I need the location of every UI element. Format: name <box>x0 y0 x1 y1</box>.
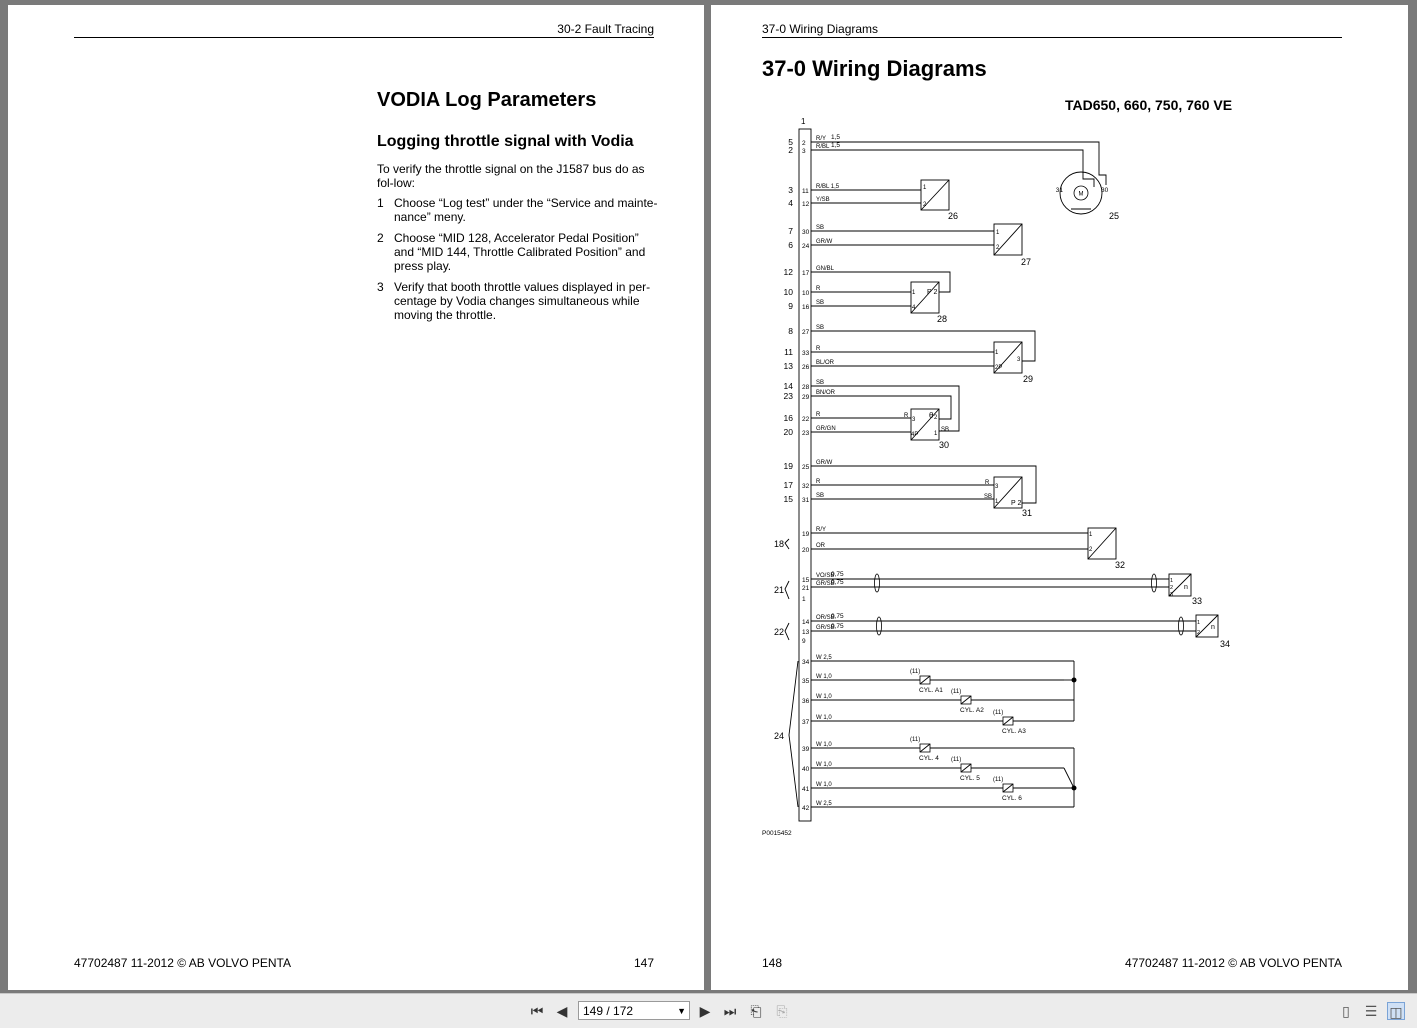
external-pin: 8 <box>788 326 793 336</box>
connector-pin: 21 <box>802 585 810 592</box>
external-pin: 7 <box>788 226 793 236</box>
connector-pin: 41 <box>802 786 810 793</box>
connector-pin: 11 <box>802 188 809 195</box>
component-number: 30 <box>939 440 950 450</box>
external-pin: 15 <box>783 494 793 504</box>
external-pin: 4 <box>788 198 793 208</box>
injector-label: CYL. 6 <box>1002 795 1022 802</box>
left-page <box>8 5 704 990</box>
wire-color: SB <box>816 380 825 386</box>
wire-color: BN/OR <box>816 390 836 396</box>
wire-color: GR/W <box>816 460 833 466</box>
component-symbol: P 2 <box>927 289 938 296</box>
connector-pin: 19 <box>802 531 810 538</box>
injector-label: CYL. 5 <box>960 775 980 782</box>
page-title: 37-0 Wiring Diagrams <box>762 56 987 81</box>
wire-color: W 1,0 <box>816 715 832 721</box>
component-symbol: P 2 <box>1011 500 1022 507</box>
component-pin: 1 <box>995 499 999 505</box>
wire <box>811 142 1099 168</box>
connector-pin: 37 <box>802 719 810 726</box>
right-page <box>711 5 1408 990</box>
external-pin: 12 <box>783 267 793 277</box>
prev-page-icon[interactable]: ◀ <box>556 1003 568 1019</box>
wire-color: R/Y <box>816 136 827 142</box>
wire-size: 0,75 <box>831 579 844 586</box>
injector-tag: (11) <box>993 710 1004 716</box>
connector-pin: 33 <box>802 350 810 357</box>
connector-pin: 42 <box>802 805 810 812</box>
connector-pin: 29 <box>802 394 810 401</box>
connector-pin: 3 <box>802 148 806 155</box>
step-number: 1 <box>377 196 384 210</box>
wire-color: Y/SB <box>816 197 830 203</box>
step-item <box>377 231 661 273</box>
running-header: 37-0 Wiring Diagrams <box>762 22 879 36</box>
external-pin: 5 <box>788 137 793 147</box>
component-pin: 3 <box>1170 592 1174 598</box>
wire-size: 0,75 <box>831 613 844 620</box>
wire-color: R <box>816 286 821 292</box>
engine-models: TAD650, 660, 750, 760 VE <box>1065 97 1233 113</box>
connector-pin: 24 <box>802 243 810 250</box>
wire-color: R/BL <box>816 144 830 150</box>
wire-size: 0,75 <box>831 623 844 630</box>
component-pin: 1 <box>996 230 1000 236</box>
chevron-down-icon: ▼ <box>677 1006 686 1016</box>
wire-color: W 1,0 <box>816 742 832 748</box>
external-pin: 20 <box>783 427 793 437</box>
wire <box>811 150 1083 168</box>
injector-tag: (11) <box>951 757 962 763</box>
wire-color: W 1,0 <box>816 762 832 768</box>
header-rule <box>762 37 1342 38</box>
group-brace <box>785 539 789 549</box>
injector-tag: (11) <box>910 669 921 675</box>
connector-pin: 2 <box>802 140 806 147</box>
back-view-icon[interactable]: ⎗ <box>750 1003 762 1019</box>
component-pin: 2 <box>1089 547 1093 553</box>
connector-pin: 35 <box>802 678 810 685</box>
connector-pin: 39 <box>802 746 810 753</box>
component-pin: 1 <box>912 290 916 296</box>
section-title: VODIA Log Parameters <box>377 89 597 111</box>
connector-pin: 15 <box>802 577 810 584</box>
page-select[interactable] <box>578 1001 690 1020</box>
step-text: Choose “Log test” under the “Service and mainte-nance” meny. <box>394 196 658 224</box>
step-number: 3 <box>377 280 384 294</box>
single-page-icon[interactable]: ▯ <box>1342 1003 1350 1019</box>
external-pin: 13 <box>783 361 793 371</box>
connector-pin: 25 <box>802 464 810 471</box>
wire-color: SB <box>816 225 825 231</box>
connector-pin: 31 <box>802 497 810 504</box>
component-pin: 2 <box>996 245 1000 251</box>
page-number: 148 <box>762 956 783 970</box>
wire-color: VO/SB <box>816 573 835 579</box>
component-pin: 31 <box>1055 187 1063 194</box>
component-pin: 1 <box>923 185 927 191</box>
component-number: 32 <box>1115 560 1126 570</box>
wire-size: 1,5 <box>831 142 841 149</box>
connector-pin: 1 <box>802 596 806 603</box>
external-pin: 10 <box>783 287 793 297</box>
connector-pin: 16 <box>802 304 810 311</box>
external-pin: 16 <box>783 413 793 423</box>
wire-color: OR <box>816 543 825 549</box>
component-pin: 1 <box>934 431 938 437</box>
connector-pin: 13 <box>802 629 810 636</box>
continuous-icon[interactable]: ☰ <box>1364 1003 1378 1019</box>
component-pin: 1 <box>995 350 999 356</box>
injector-label: CYL. A1 <box>919 687 943 694</box>
wire-color: R/Y <box>816 527 827 533</box>
intro-paragraph: To verify the throttle signal on the J1587 bus do as fol-low: <box>377 162 645 190</box>
connector-pin: 23 <box>802 430 810 437</box>
connector-pin: 32 <box>802 483 810 490</box>
component-pin: 1 <box>1089 532 1093 538</box>
component-pin: 2 <box>923 202 927 208</box>
wire-color: GR/SB <box>816 625 835 631</box>
wire-label: SB <box>984 494 993 500</box>
external-pin: 23 <box>783 391 793 401</box>
motor-letter: M <box>1078 191 1084 198</box>
first-page-icon[interactable]: ⏮ <box>530 1003 544 1019</box>
wire-label: R <box>985 480 990 486</box>
component-number: 31 <box>1022 508 1033 518</box>
component-pin: 2 <box>1170 585 1174 591</box>
wire-color: OR/SB <box>816 615 835 621</box>
page-number: 147 <box>633 956 654 970</box>
wire <box>1064 768 1074 788</box>
wire-color: W 2,5 <box>816 801 832 807</box>
component-symbol: n <box>1184 584 1188 591</box>
wire-color: SB <box>816 300 825 306</box>
component-number: 29 <box>1023 374 1034 384</box>
external-pin: 6 <box>788 240 793 250</box>
wire-color: W 2,5 <box>816 655 832 661</box>
forward-view-icon[interactable]: ⎘ <box>776 1003 788 1019</box>
connector-number: 1 <box>801 117 806 126</box>
wire-label: R <box>904 413 909 419</box>
component-symbol: θ <box>929 411 934 420</box>
component-number: 27 <box>1021 257 1032 267</box>
step-text: Verify that booth throttle values displayed in per-centage by Vodia changes simultaneous while moving the throttle. <box>394 280 651 322</box>
component-pin: 2 <box>1197 630 1201 636</box>
section-subtitle: Logging throttle signal with Vodia <box>377 133 634 150</box>
wire-color: W 1,0 <box>816 674 832 680</box>
shield-marker <box>1152 574 1157 592</box>
group-label: 24 <box>773 731 784 741</box>
component-number: 26 <box>948 211 959 221</box>
step-item <box>377 280 661 322</box>
shield-marker <box>1179 617 1184 635</box>
external-pin: 3 <box>788 185 793 195</box>
connector-pin: 20 <box>802 547 810 554</box>
connector-pin: 36 <box>802 698 810 705</box>
component-pin: 2P <box>995 365 1003 371</box>
step-item <box>377 196 661 224</box>
external-pin: 19 <box>783 461 793 471</box>
injector-label: CYL. A2 <box>960 707 984 714</box>
injector-tag: (11) <box>993 777 1004 783</box>
component-number: 34 <box>1220 639 1231 649</box>
wire-color: R <box>816 412 821 418</box>
wiring-diagram <box>751 113 1231 843</box>
group-label: 22 <box>773 627 784 637</box>
viewer-toolbar <box>0 993 1417 1028</box>
running-header: 30-2 Fault Tracing <box>557 22 654 36</box>
figure-id: P0015452 <box>762 830 792 837</box>
wire-color: W 1,0 <box>816 694 832 700</box>
step-text: Choose “MID 128, Accelerator Pedal Position” and “MID 144, Throttle Calibrated Position” and press play. <box>394 231 646 273</box>
injector-label: CYL. A3 <box>1002 728 1026 735</box>
header-rule <box>74 37 654 38</box>
wire-color: GR/W <box>816 239 833 245</box>
connector-pin: 40 <box>802 766 810 773</box>
component-pin: 1 <box>1197 620 1201 626</box>
component-pin: 3 <box>1017 357 1021 363</box>
group-brace <box>785 623 789 640</box>
injector-tag: (11) <box>951 689 962 695</box>
wire-color: BL/OR <box>816 360 835 366</box>
connector-pin: 9 <box>802 638 806 645</box>
steps-list <box>377 196 661 329</box>
connector-pin: 30 <box>802 229 810 236</box>
component-number: 28 <box>937 314 948 324</box>
group-brace <box>789 661 798 807</box>
group-brace <box>785 581 789 599</box>
component-pin: 30 <box>1101 187 1109 194</box>
two-page-icon[interactable]: ◫ <box>1387 1002 1405 1020</box>
component-symbol: n <box>1211 624 1215 631</box>
connector-pin: 26 <box>802 364 810 371</box>
connector-pin: 22 <box>802 416 810 423</box>
connector-pin: 34 <box>802 659 810 666</box>
wire-label: SB <box>941 427 950 433</box>
injector-label: CYL. 4 <box>919 755 939 762</box>
shield-marker <box>875 574 880 592</box>
component-pin: 3 <box>912 417 916 423</box>
footer-docref: 47702487 11-2012 © AB VOLVO PENTA <box>1125 956 1342 970</box>
wire-color: R/BL 1,5 <box>816 184 840 190</box>
wire-color: W 1,0 <box>816 782 832 788</box>
external-pin: 11 <box>784 347 793 357</box>
group-label: 21 <box>773 585 784 595</box>
component-pin: 1 <box>1170 578 1174 584</box>
external-pin: 9 <box>788 301 793 311</box>
next-page-icon[interactable]: ▶ <box>699 1003 711 1019</box>
wire <box>1099 168 1106 185</box>
page-indicator: 149 / 172 <box>583 1004 634 1018</box>
wire-color: R <box>816 346 821 352</box>
external-pin: 17 <box>783 480 793 490</box>
shield-marker <box>877 617 882 635</box>
connector-pin: 17 <box>802 270 810 277</box>
wire-size: 0,75 <box>831 571 844 578</box>
footer-docref: 47702487 11-2012 © AB VOLVO PENTA <box>74 956 291 970</box>
component-pin: 4 <box>912 305 916 311</box>
group-label: 18 <box>773 539 784 549</box>
connector-pin: 10 <box>802 290 810 297</box>
last-page-icon[interactable]: ⏭ <box>723 1003 737 1019</box>
external-pin: 2 <box>788 145 793 155</box>
connector-pin: 27 <box>802 329 810 336</box>
wire-color: R <box>816 479 821 485</box>
component-pin: 2 <box>934 415 938 421</box>
wire-color: GN/BL <box>816 266 835 272</box>
wire-color: GR/GN <box>816 426 836 432</box>
wire-color: GR/SB <box>816 581 835 587</box>
injector-tag: (11) <box>910 737 921 743</box>
wire-size: 1,5 <box>831 134 841 141</box>
connector-pin: 12 <box>802 201 810 208</box>
component-pin: 3 <box>995 484 999 490</box>
connector-pin: 28 <box>802 384 810 391</box>
component-pin: 4P <box>911 432 919 438</box>
connector-pin: 14 <box>802 619 810 626</box>
wire-color: SB <box>816 325 825 331</box>
component-number: 33 <box>1192 596 1203 606</box>
wire-color: SB <box>816 493 825 499</box>
step-number: 2 <box>377 231 384 245</box>
component-number: 25 <box>1109 211 1120 221</box>
external-pin: 14 <box>783 381 793 391</box>
